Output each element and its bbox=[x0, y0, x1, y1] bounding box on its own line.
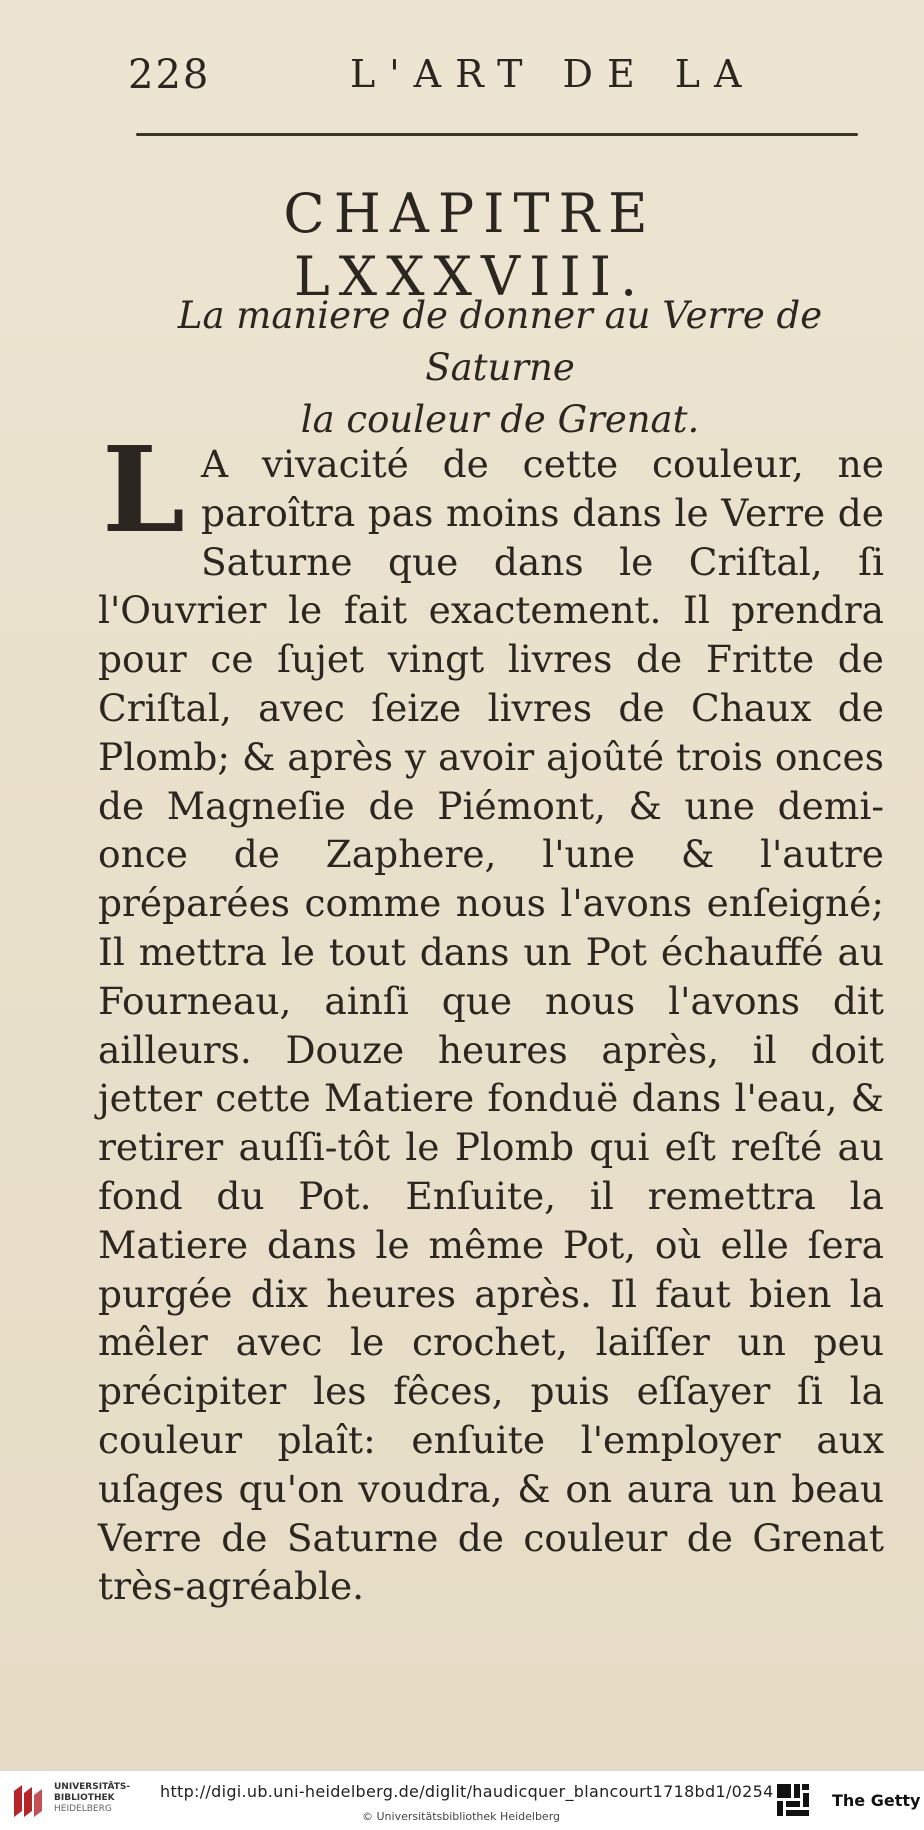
university-name: UNIVERSITÄTS- BIBLIOTHEK HEIDELBERG bbox=[54, 1782, 131, 1814]
source-link[interactable]: http://digi.ub.uni-heidelberg.de/diglit/haudicquer_blancourt1718bd1/0254 bbox=[160, 1782, 774, 1801]
getty-logo-icon[interactable] bbox=[776, 1783, 810, 1817]
page-number: 228 bbox=[128, 52, 211, 98]
subtitle-line-2: la couleur de Grenat. bbox=[300, 398, 700, 441]
copyright-notice: © Universitätsbibliothek Heidelberg bbox=[362, 1810, 561, 1823]
running-head bbox=[128, 52, 848, 102]
viewer-footer bbox=[0, 1770, 924, 1830]
university-seal-icon[interactable] bbox=[10, 1781, 50, 1821]
subtitle-line-1: La maniere de donner au Verre de Saturne bbox=[177, 294, 823, 389]
partner-name: The Getty bbox=[832, 1791, 921, 1810]
body-text bbox=[98, 420, 884, 1611]
drop-cap: L bbox=[102, 420, 185, 559]
running-title: L'ART DE LA bbox=[350, 52, 756, 96]
paragraph-text: A vivacité de cette couleur, ne paroîtra pas moins dans le Verre de Saturne que dans le Criſtal, ſi l'Ouvrier le fait exactement. Il prendra pour ce ſujet vingt livres de Fritte de Criſtal, avec ſeize livres de Chaux de Plomb; & après y avoir ajoûté trois onces de Magneſie de Piémont, & une demi-once de Zaphere, l'une & l'autre préparées comme nous l'avons enſeigné; Il mettra le tout dans un Pot échauffé au Fourneau, ainſi que nous l'avons dit ailleurs. Douze heures après, il doit jetter cette Matiere fonduë dans l'eau, & retirer auſſi-tôt le Plomb qui eſt reſté au fond du Pot. Enſuite, il remettra la Matiere dans le même Pot, où elle ſera purgée dix heures après. Il faut bien la mêler avec le crochet, laiſſer un peu précipiter les fêces, puis eſſayer ſi la couleur plaît: enſuite l'employer aux uſages qu'on voudra, & on aura un beau Verre de Saturne de couleur de Grenat très-agréable. bbox=[98, 442, 884, 1609]
header-rule bbox=[136, 133, 858, 136]
chapter-heading: CHAPITRE LXXXVIII. bbox=[283, 182, 657, 308]
chapter-subtitle bbox=[110, 290, 890, 446]
